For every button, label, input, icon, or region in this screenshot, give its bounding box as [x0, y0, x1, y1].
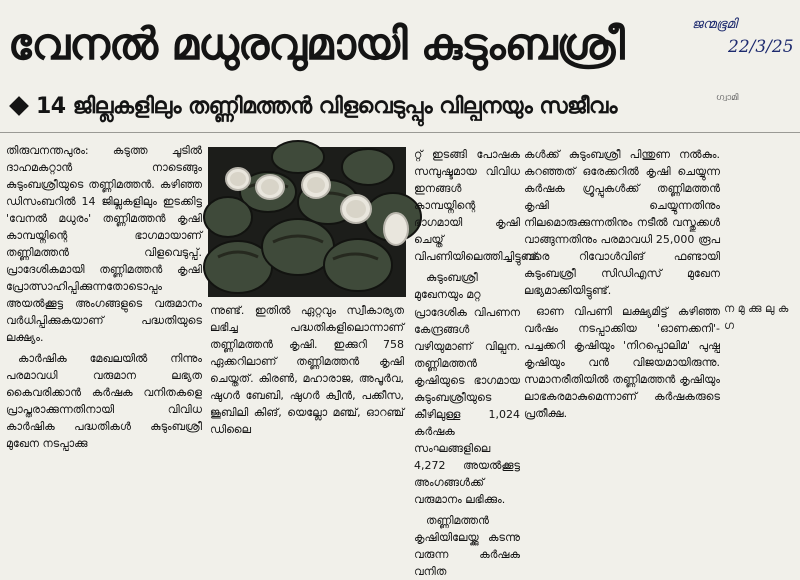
- paragraph: കുടുംബശ്രീ മുഖേനയും മറ്റ: [414, 271, 481, 301]
- paragraph: തിരുവനന്തപുരം: കടുത്ത ചൂടിൽ ദാഹമകറ്റാൻ നാടെങ്ങും കുടുംബശ്രീയുടെ തണ്ണിമത്തൻ. കഴിഞ്ഞ ഡിസംബറിൽ 14 ജില്ലകളിലും ഇടക്കിട്ട 'വേനൽ മധുരം' തണ്ണിമത്തൻ കൃഷി കാമ്പയ്നിന്റെ ഭാഗമായാണ് തണ്ണിമത്തൻ വിളവെടുപ്പ്. പ്രാദേശികമായി തണ്ണിമത്തൻ കൃഷി പ്രോത്സാഹിപ്പിക്കുന്നതോടൊപ്പം അയൽക്കൂട്ട അംഗങ്ങളുടെ വരുമാനം വർധിപ്പിക്കുകയാണ് പദ്ധതിയുടെ ലക്ഷ്യം.: [6, 144, 202, 344]
- headline: വേനൽ മധുരവുമായി കുടുംബശ്രീ: [8, 19, 624, 70]
- article-column-2: [210, 302, 404, 478]
- adjacent-column-fragment: ന മു ക്കു ലു ക ഗ: [724, 302, 789, 332]
- handwritten-source: ജന്മഭൂമി: [692, 17, 737, 32]
- article-column-1: [6, 142, 202, 478]
- paragraph: റ്റ് ഇടങ്ങി പോഷക സമ്പുഷ്ടമായ വിവിധ ഇനങ്ങൾ കാമ്പയ്നിന്റെ ഭാഗമായി കൃഷി ചെയ്ത് വിപണിയിലെത്തിച്ചിട്ടുണ്ട്.: [414, 148, 541, 263]
- paragraph: കൾക്ക് കുടുംബശ്രീ പിന്തുണ നൽകും. കറഞ്ഞത് ഒരേക്കറിൽ കൃഷി ചെയ്യുന്ന കർഷക ഗ്രൂപ്പുകൾക്ക് തണ്ണിമത്തൻ കൃഷി ചെയ്യുന്നതിനും നിലമൊരുക്കുന്നതിനും നടീൽ വസ്തുക്കൾ വാങ്ങുന്നതിനും പരമാവധി 25,000 രൂപ വരെ റിവോൾവിങ് ഫണ്ടായി കുടുംബശ്രീ സിഡിഎസ് മുഖേന ലഭ്യമാക്കിയിട്ടുണ്ട്.: [524, 148, 720, 297]
- article-column-3-continued: [414, 304, 520, 578]
- paragraph: ന്നുണ്ട്. ഇതിൽ ഏറ്റവും സ്വീകാര്യത ലഭിച്ച പദ്ധതികളിലൊന്നാണ് തണ്ണിമത്തൻ കൃഷി. ഇക്കുറി 758 ഏക്കറിലാണ് തണ്ണിമത്തൻ കൃഷി ചെയ്തത്. കിരൺ, മഹാരാജ, അപൂർവ, ഷുഗർ ബേബി, ഷുഗർ ക്വീൻ, പക്കീസ, ജൂബിലി കിങ്, യെല്ലോ മഞ്ച്, ഓറഞ്ച് ഡിലൈ: [210, 304, 404, 436]
- paragraph: കാർഷിക മേഖലയിൽ നിന്നും പരമാവധി വരുമാന ലഭ്യത കൈവരിക്കാൻ കർഷക വനിതകളെ പ്രാപ്തരാക്കുന്നതിനായി വിവിധ കാർഷിക പദ്ധതികൾ കുടുംബശ്രീ മുഖേന നടപ്പാക്കു: [6, 352, 202, 450]
- subheadline-text: 14 ജില്ലകളിലും തണ്ണിമത്തൻ വിളവെടുപ്പും വില്പനയും സജീവം: [36, 94, 618, 119]
- diamond-bullet-icon: [9, 96, 29, 116]
- article-column-4: [524, 146, 720, 478]
- handwritten-date-value: 22/3/25: [728, 37, 794, 57]
- paragraph: തണ്ണിമത്തൻ കൃഷിയിലേയ്ക്കു കടന്നു വരുന്ന കർഷക വനിത: [414, 514, 520, 578]
- divider: [0, 132, 800, 133]
- adjacent-article-fragment: ഗ്വാമി: [716, 93, 739, 103]
- article-column-3: [414, 146, 541, 301]
- watermelon-photo-graphic: [208, 147, 406, 297]
- paragraph: പ്രാദേശിക വിപണന കേന്ദ്രങ്ങൾ വഴിയുമാണ് വില്പന. തണ്ണിമത്തൻ കൃഷിയുടെ ഭാഗമായ കുടുംബശ്രീയുടെ കീഴിലുള്ള 1,024 കർഷക സംഘങ്ങളിലെ 4,272 അയൽക്കൂട്ട അംഗങ്ങൾക്ക് വരുമാനം ലഭിക്കും.: [414, 306, 520, 506]
- subheadline: [4, 86, 704, 128]
- watermelon-photo: [208, 147, 406, 297]
- paragraph: ഓണ വിപണി ലക്ഷ്യമിട്ട് കഴിഞ്ഞ വർഷം നടപ്പാക്കിയ 'ഓണക്കനി'-പച്ചക്കറി കൃഷിയും 'നിറപ്പൊലിമ' പുഷ്പ കൃഷിയും വൻ വിജയമായിരുന്നു. സമാനരീതിയിൽ തണ്ണിമത്തൻ കൃഷിയും ലാഭകരമാകുമെന്നാണ് കർഷകരുടെ പ്രതീക്ഷ.: [524, 305, 720, 420]
- handwritten-date: [688, 10, 798, 68]
